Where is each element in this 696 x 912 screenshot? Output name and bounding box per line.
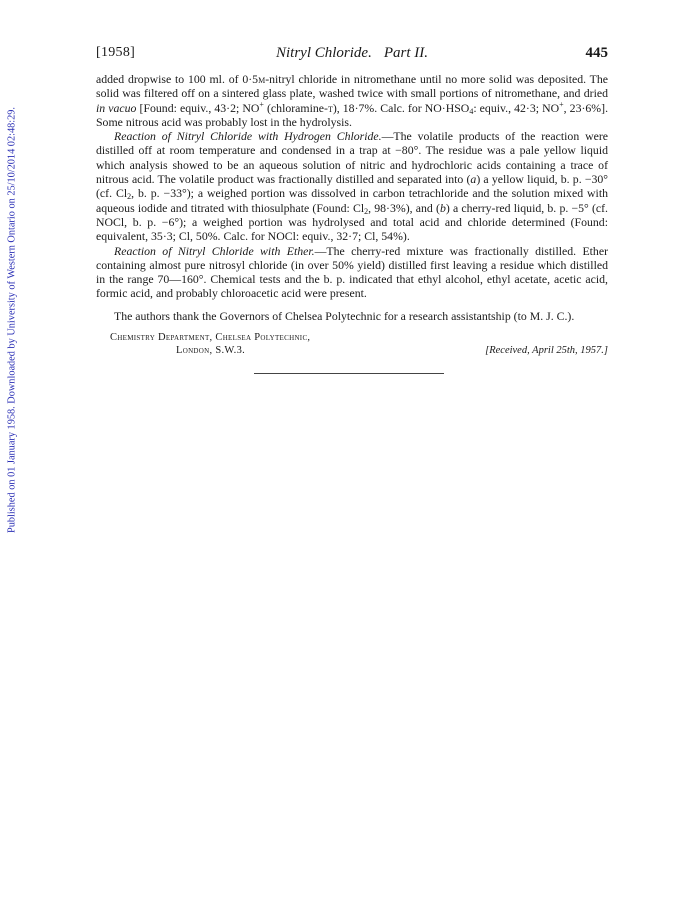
end-rule — [254, 373, 444, 374]
header-year: [1958] — [96, 45, 136, 60]
paragraph-ether: Reaction of Nitryl Chloride with Ether.—The cherry-red mixture was fractionally distilled. Ether containing almost pure nitrosyl chloride (in over 50% yield) distilled first leaving a residue which distilled in the range 70—160°. Chemical tests and the b. p. indicated that ethyl alcohol, ethyl acetate, acetic acid, formic acid, and probably chloroacetic acid were present. — [96, 243, 608, 301]
received-date: [Received, April 25th, 1957.] — [485, 345, 608, 357]
affiliation-line-2: London, S.W.3. — [176, 345, 246, 357]
page-number: 445 — [585, 45, 608, 61]
section-heading: Reaction of Nitryl Chloride with Hydrogen Chloride. — [114, 129, 382, 144]
acknowledgement: The authors thank the Governors of Chelsea Polytechnic for a research assistantship (to M. J. C.). — [114, 308, 575, 323]
header-title-a: Nitryl Chloride. — [275, 45, 372, 61]
affiliation-line-1: Chemistry Department, Chelsea Polytechnic, — [110, 332, 311, 344]
download-watermark — [2, 50, 22, 590]
section-heading: Reaction of Nitryl Chloride with Ether. — [114, 243, 315, 258]
page — [96, 45, 608, 359]
article-body — [96, 72, 608, 323]
download-watermark-text: Published on 01 January 1958. Downloaded by University of Western Ontario on 25/10/2014 02:48:29. — [6, 107, 18, 533]
paragraph-continuation: added dropwise to 100 ml. of 0·5m-nitryl chloride in nitromethane until no more solid was deposited. The solid was filtered off on a sintered glass plate, washed twice with small portions of nitromethane, and dried in vacuo [Found: equiv., 43·2; NO+ (chloramine-t), 18·7%. Calc. for $NO\cdot HSO_4$: equiv., 42·3; NO+, 23·6%]. Some nitrous acid was probably lost in the hydrolysis. — [96, 72, 609, 129]
affiliation-block — [96, 331, 608, 359]
header-title-b: Part II. — [383, 45, 428, 61]
running-header — [96, 45, 608, 67]
paragraph-hydrogen-chloride: Reaction of Nitryl Chloride with Hydrogen Chloride.—The volatile products of the reaction were distilled off at room temperature and condensed in a trap at −80°. The residue was a pale yellow liquid which analysis showed to be an aqueous solution of nitric and hydrochloric acids containing a trace of nitrous acid. The volatile product was fractionally distilled and separated into (a) a yellow liquid, b. p. −30° (cf. $Cl_2$, b. p. −33°); a weighed portion was dissolved in carbon tetrachloride and the solution mixed with aqueous iodide and titrated with thiosulphate (Found: $Cl_2$, 98·3%), and (b) a cherry-red liquid, b. p. −5° (cf. NOCl, b. p. −6°); a weighed portion was hydrolysed and total acid and chloride determined (Found: equivalent, 35·3; Cl, 50%. Calc. for NOCl: equiv., 32·7; Cl, 54%). — [96, 129, 609, 244]
header-title — [96, 45, 608, 62]
